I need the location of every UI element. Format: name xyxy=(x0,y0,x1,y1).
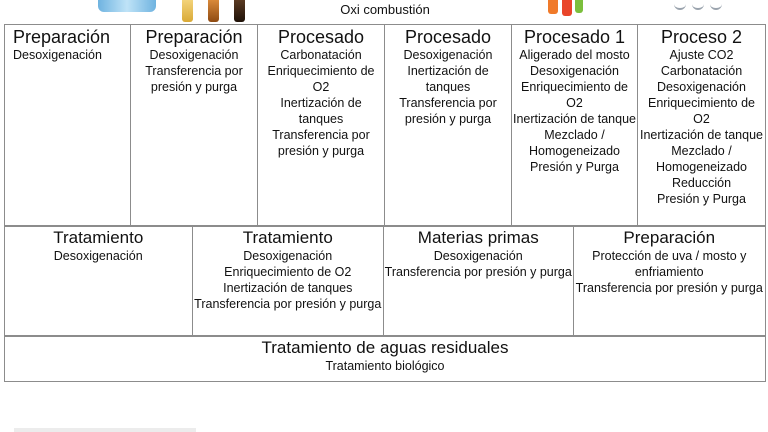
cell-item: Inertización de tanques xyxy=(407,64,489,94)
cell-title: Preparación xyxy=(145,27,243,47)
cell-items xyxy=(5,248,192,264)
lamp-icon xyxy=(674,2,686,10)
cell-title: Procesado 1 xyxy=(523,27,626,47)
beer-glass-image xyxy=(208,0,219,22)
juice-bottle-image xyxy=(575,0,583,13)
cell-items xyxy=(13,47,130,63)
table-row xyxy=(4,25,766,227)
cell-item: Enriquecimiento de O2 xyxy=(267,64,375,94)
table-row xyxy=(4,336,766,382)
table-cell xyxy=(573,225,767,337)
cell-items xyxy=(385,47,511,127)
image-strip xyxy=(0,0,768,22)
cell-item: Enriquecimiento de O2 xyxy=(224,265,352,279)
cell-title: Tratamiento de aguas residuales xyxy=(261,338,509,357)
lamp-icon xyxy=(692,2,704,10)
cell-item: Presión y Purga xyxy=(657,192,746,206)
cell-item: Transferencia por presión y purga xyxy=(272,128,370,158)
cell-title: Preparación xyxy=(623,228,716,247)
cell-item: Inertización de tanque xyxy=(512,112,636,126)
cell-item: Reducción xyxy=(671,176,732,190)
beer-glass-image xyxy=(182,0,193,22)
cell-item: Desoxigenación xyxy=(13,48,102,62)
cell-item: Transferencia por presión y purga xyxy=(145,64,243,94)
cell-item: Desoxigenación xyxy=(53,249,143,263)
cell-item: Mezclado / Homogeneizado xyxy=(528,128,621,158)
cell-items xyxy=(638,47,765,207)
cell-items xyxy=(384,248,573,280)
beer-glass-image xyxy=(234,0,245,22)
cell-title: Procesado xyxy=(277,27,365,47)
cell-items xyxy=(512,47,637,175)
lamp-icon xyxy=(710,2,722,10)
table-cell xyxy=(257,24,385,227)
cell-title: Materias primas xyxy=(417,228,539,247)
cell-item: Transferencia por presión y purga xyxy=(575,281,763,295)
cell-items xyxy=(258,47,384,159)
cell-title: Procesado xyxy=(404,27,492,47)
cell-item: Desoxigenación xyxy=(149,48,239,62)
bottom-bar xyxy=(14,428,196,432)
cell-item: Enriquecimiento de O2 xyxy=(520,80,628,110)
cell-title: Preparación xyxy=(13,27,111,47)
cell-item: Tratamiento biológico xyxy=(325,359,445,373)
cell-item: Desoxigenación xyxy=(433,249,523,263)
table-cell xyxy=(4,24,131,227)
table-row xyxy=(4,226,766,337)
table-cell xyxy=(4,335,766,382)
cell-item: Inertización de tanque xyxy=(639,128,763,142)
cell-item: Desoxigenación xyxy=(243,249,333,263)
cell-item: Desoxigenación xyxy=(530,64,619,78)
cell-item: Carbonatación xyxy=(280,48,362,62)
strip-caption: Oxi combustión xyxy=(340,2,430,17)
cell-item: Inertización de tanques xyxy=(280,96,362,126)
cell-item: Aligerado del mosto xyxy=(519,48,630,62)
cell-items xyxy=(574,248,766,296)
cell-item: Desoxigenación xyxy=(657,80,746,94)
cell-item: Presión y Purga xyxy=(530,160,619,174)
cell-item: Protección de uva / mosto y enfriamiento xyxy=(592,249,747,279)
table-cell xyxy=(192,225,385,337)
cell-title: Proceso 2 xyxy=(660,27,743,47)
cell-item: Mezclado / Homogeneizado xyxy=(655,144,748,174)
juice-bottle-image xyxy=(562,0,572,16)
cell-item: Transferencia por presión y purga xyxy=(399,96,497,126)
lamps-image xyxy=(672,0,742,14)
table-cell xyxy=(130,24,258,227)
cell-title: Tratamiento xyxy=(242,228,333,247)
cell-items xyxy=(131,47,257,95)
cell-items xyxy=(193,248,384,312)
cell-item: Transferencia por presión y purga xyxy=(194,297,382,311)
table-cell xyxy=(511,24,638,227)
table-cell xyxy=(637,24,766,227)
juice-bottle-image xyxy=(548,0,558,14)
table-cell xyxy=(384,24,512,227)
cell-item: Ajuste CO2 xyxy=(669,48,734,62)
cell-item: Desoxigenación xyxy=(403,48,493,62)
water-bottles-image xyxy=(98,0,156,12)
table-cell xyxy=(4,225,193,337)
cell-items xyxy=(5,358,765,374)
cell-item: Carbonatación xyxy=(660,64,743,78)
cell-item: Inertización de tanques xyxy=(223,281,353,295)
table-cell xyxy=(383,225,574,337)
cell-item: Enriquecimiento de O2 xyxy=(647,96,755,126)
cell-title: Tratamiento xyxy=(53,228,144,247)
cell-item: Transferencia por presión y purga xyxy=(384,265,572,279)
